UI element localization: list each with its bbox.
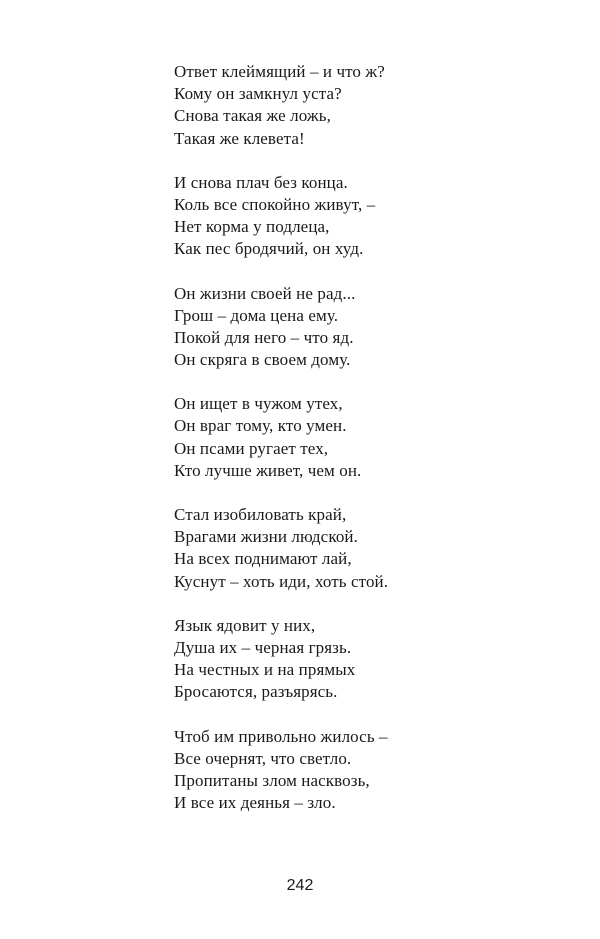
stanza-1 — [174, 61, 574, 150]
poem-line: Пропитаны злом насквозь, — [174, 770, 370, 790]
poem-line: Врагами жизни людской. — [174, 527, 358, 547]
poem-line: Ответ клеймящий – и что ж? — [174, 62, 385, 81]
stanza-3 — [174, 283, 574, 372]
poem-line: И все их деянья – зло. — [174, 793, 336, 813]
poem-line: Все очернят, что светло. — [174, 748, 352, 768]
stanza-5 — [174, 504, 574, 593]
poem-line: Грош – дома цена ему. — [174, 305, 339, 325]
stanza-4 — [174, 393, 574, 482]
poem-line: Бросаются, разъярясь. — [174, 682, 338, 702]
poem-line: Покой для него – что яд. — [174, 327, 354, 347]
stanza-7 — [174, 726, 574, 815]
poem-line: Язык ядовит у них, — [174, 615, 316, 635]
poem-line: Он жизни своей не рад... — [174, 283, 356, 303]
poem-line: Он псами ругает тех, — [174, 438, 329, 458]
poem-line: Он ищет в чужом утех, — [174, 394, 343, 414]
poem-line: Кто лучше живет, чем он. — [174, 460, 362, 480]
poem-line: Душа их – черная грязь. — [174, 637, 352, 657]
poem-line: Снова такая же ложь, — [174, 106, 331, 126]
poem-line: На честных и на прямых — [174, 660, 356, 680]
poem-line: На всех поднимают лай, — [174, 549, 352, 569]
poem — [174, 61, 574, 836]
page-number: 242 — [286, 877, 314, 894]
poem-line: Он враг тому, кто умен. — [174, 416, 347, 436]
poem-line: Кому он замкнул уста? — [174, 84, 342, 104]
poem-line: Куснут – хоть иди, хоть стой. — [174, 571, 389, 591]
poem-line: Как пес бродячий, он худ. — [174, 239, 364, 259]
poem-line: Стал изобиловать край, — [174, 505, 347, 524]
poem-line: Коль все спокойно живут, – — [174, 194, 376, 214]
stanza-2 — [174, 172, 574, 261]
poem-line: Нет корма у подлеца, — [174, 217, 330, 237]
poem-line: И снова плач без конца. — [174, 172, 348, 192]
poem-line: Он скряга в своем дому. — [174, 350, 351, 370]
stanza-6 — [174, 615, 574, 704]
poem-line: Чтоб им привольно жилось – — [174, 726, 388, 746]
poem-line: Такая же клевета! — [174, 128, 305, 148]
